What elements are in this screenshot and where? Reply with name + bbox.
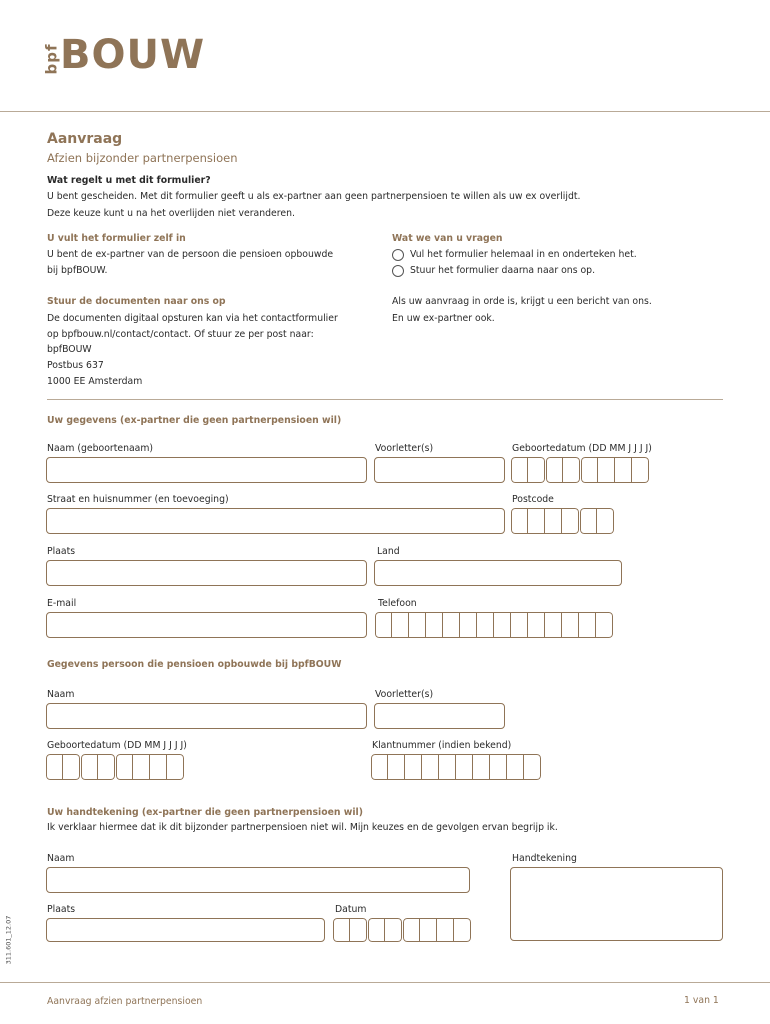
initials-label: Voorletter(s) (375, 443, 434, 454)
result-text-1: Als uw aanvraag in orde is, krijgt u een bericht van ons. (392, 296, 652, 307)
logo-word: BOUW (60, 32, 206, 78)
email-label: E-mail (47, 598, 77, 609)
signer-city-label: Plaats (47, 904, 76, 915)
country-label: Land (377, 546, 400, 557)
dob2-field[interactable] (46, 754, 185, 780)
signature-field[interactable] (510, 867, 723, 941)
page-title: Aanvraag (47, 131, 123, 147)
logo-prefix: bpf (42, 43, 61, 75)
send-text-1: De documenten digitaal opsturen kan via het contactformulier (47, 313, 338, 324)
section1-heading: Uw gegevens (ex-partner die geen partnerpensioen wil) (47, 415, 342, 426)
header-divider (0, 111, 770, 112)
sign-date-field[interactable] (333, 918, 472, 942)
send-address-1: bpfBOUW (47, 344, 92, 355)
checklist-radio-1[interactable] (392, 249, 404, 261)
footer-divider (0, 982, 770, 983)
initials2-label: Voorletter(s) (375, 689, 434, 700)
self-fill-text-2: bij bpfBOUW. (47, 265, 108, 276)
checklist-item-2: Stuur het formulier daarna naar ons op. (410, 265, 596, 276)
postcode-field[interactable] (511, 508, 615, 534)
country-field[interactable] (374, 560, 622, 586)
phone-field[interactable] (375, 612, 614, 638)
intro-text-2: Deze keuze kunt u na het overlijden niet veranderen. (47, 208, 295, 219)
dob2-label: Geboortedatum (DD MM J J J J) (47, 740, 187, 751)
what-we-ask-heading: Wat we van u vragen (392, 233, 503, 244)
postcode-label: Postcode (512, 494, 554, 505)
section2-heading: Gegevens persoon die pensioen opbouwde bij bpfBOUW (47, 659, 342, 670)
name-label: Naam (geboortenaam) (47, 443, 154, 454)
send-heading: Stuur de documenten naar ons op (47, 296, 226, 307)
signature-label: Handtekening (512, 853, 577, 864)
city-label: Plaats (47, 546, 76, 557)
section3-heading: Uw handtekening (ex-partner die geen partnerpensioen wil) (47, 807, 363, 818)
intro-text-1: U bent gescheiden. Met dit formulier geeft u als ex-partner aan geen partnerpensioen te willen als uw ex overlijdt. (47, 191, 581, 202)
declaration-text: Ik verklaar hiermee dat ik dit bijzonder partnerpensioen niet wil. Mijn keuzes en de gevolgen ervan begrijp ik. (47, 822, 558, 833)
name-field[interactable] (46, 457, 367, 483)
initials-field[interactable] (374, 457, 505, 483)
client-number-label: Klantnummer (indien bekend) (372, 740, 512, 751)
street-label: Straat en huisnummer (en toevoeging) (47, 494, 229, 505)
logo (42, 32, 214, 82)
checklist-radio-2[interactable] (392, 265, 404, 277)
result-text-2: En uw ex-partner ook. (392, 313, 495, 324)
checklist-item-1: Vul het formulier helemaal in en onderteken het. (410, 249, 637, 260)
client-number-field[interactable] (371, 754, 542, 780)
initials2-field[interactable] (374, 703, 505, 729)
send-address-2: Postbus 637 (47, 360, 104, 371)
street-field[interactable] (46, 508, 505, 534)
signer-name-field[interactable] (46, 867, 470, 893)
page-subtitle: Afzien bijzonder partnerpensioen (47, 151, 238, 165)
dob-label: Geboortedatum (DD MM J J J J) (512, 443, 652, 454)
page-number: 1 van 1 (684, 995, 719, 1006)
name2-label: Naam (47, 689, 75, 700)
dob-field[interactable] (511, 457, 650, 483)
self-fill-text-1: U bent de ex-partner van de persoon die pensioen opbouwde (47, 249, 334, 260)
sign-date-label: Datum (335, 904, 367, 915)
section-divider (47, 399, 723, 400)
name2-field[interactable] (46, 703, 367, 729)
email-field[interactable] (46, 612, 367, 638)
self-fill-heading: U vult het formulier zelf in (47, 233, 186, 244)
send-address-3: 1000 EE Amsterdam (47, 376, 143, 387)
form-code: 311.601_12.07 (4, 915, 13, 965)
intro-heading: Wat regelt u met dit formulier? (47, 175, 211, 186)
footer-title: Aanvraag afzien partnerpensioen (47, 996, 203, 1007)
phone-label: Telefoon (378, 598, 417, 609)
signer-city-field[interactable] (46, 918, 325, 942)
signer-name-label: Naam (47, 853, 75, 864)
send-text-2: op bpfbouw.nl/contact/contact. Of stuur ze per post naar: (47, 329, 314, 340)
city-field[interactable] (46, 560, 367, 586)
